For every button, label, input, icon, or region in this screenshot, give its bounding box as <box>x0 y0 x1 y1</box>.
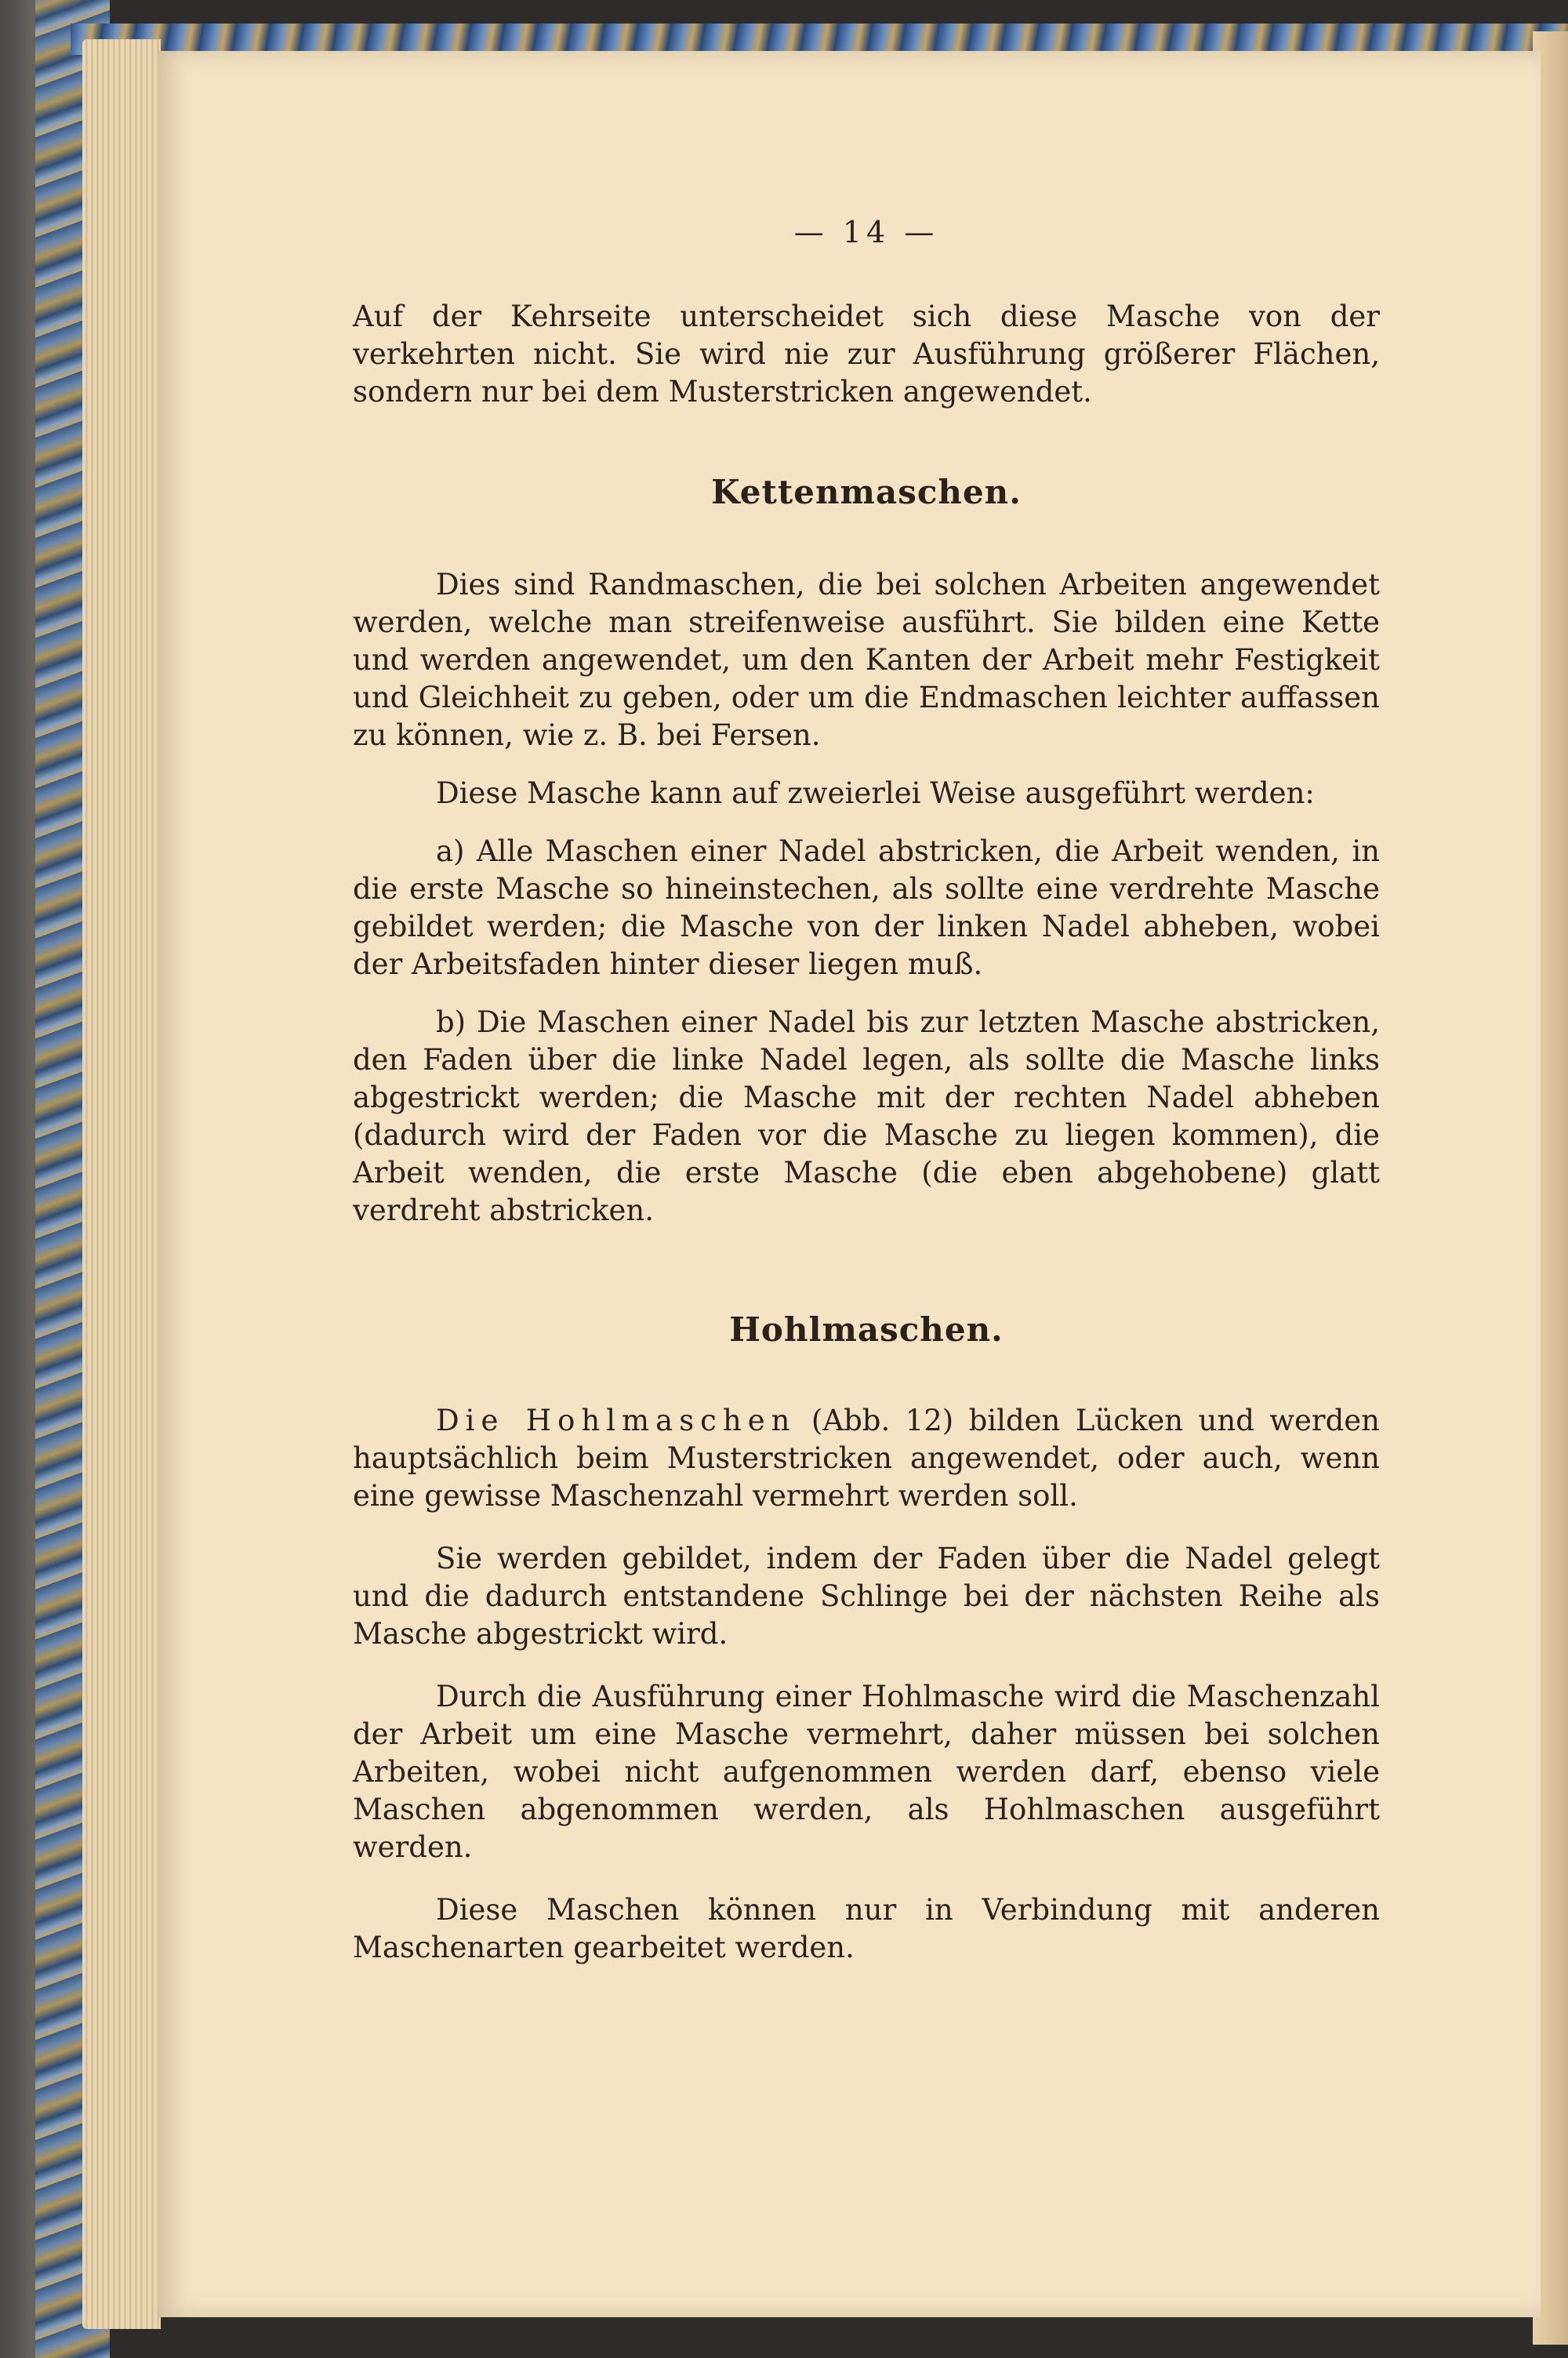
page-number: — 14 — <box>793 215 939 249</box>
paragraph-method-a: a) Alle Maschen einer Nadel abstricken, die Arbeit wenden, in die erste Masche so hineinstechen, als sollte eine verdrehte Masche gebildet werden; die Masche von der linken Nadel abheben, wobei der Arbeitsfaden hinter dieser liegen muß. <box>353 834 1380 981</box>
paragraph-verbindung: Diese Maschen können nur in Verbindung mit anderen Maschenarten gearbeitet werden. <box>353 1893 1380 1964</box>
paragraph-method-b: b) Die Maschen einer Nadel bis zur letzten Masche abstricken, den Faden über die linke Nadel legen, als sollte die Masche links abgestrickt werden; die Masche mit der rechten Nadel abheben (dadurch wird der Faden vor die Masche zu liegen kommen), die Arbeit wenden, die erste Masche (die eben abgehobene) glatt verdreht abstricken. <box>353 1005 1380 1227</box>
paragraph-ausfuehrung: Durch die Ausführung einer Hohlmasche wird die Maschenzahl der Arbeit um eine Masche vermehrt, daher müssen bei solchen Arbeiten, wobei nicht aufgenommen werden darf, ebenso viele Maschen abgenommen werden, als Hohlmaschen ausgeführt werden. <box>353 1680 1380 1864</box>
page-edges <box>82 39 161 2329</box>
heading-hohlmaschen: Hohlmaschen. <box>729 1310 1004 1349</box>
paragraph-hohlmaschen-rest: (Abb. 12) bilden Lücken und werden hauptsächlich beim Musterstricken angewendet, oder auch, wenn eine gewisse Maschenzahl vermehrt werden soll. <box>353 1404 1380 1513</box>
page-body <box>353 298 1380 1967</box>
heading-kettenmaschen: Kettenmaschen. <box>711 473 1022 511</box>
paragraph-gebildet: Sie werden gebildet, indem der Faden über die Nadel gelegt und die dadurch entstandene Schlinge bei der nächsten Reihe als Masche abgestrickt wird. <box>353 1542 1380 1651</box>
paragraph-randmaschen: Dies sind Randmaschen, die bei solchen Arbeiten angewendet werden, welche man streifenweise ausführt. Sie bilden eine Kette und werden angewendet, um den Kanten der Arbeit mehr Festigkeit und Gleichheit zu geben, oder um die Endmaschen leichter auffassen zu können, wie z. B. bei Fersen. <box>353 568 1380 752</box>
paragraph-intro: Auf der Kehrseite unterscheidet sich diese Masche von der verkehrten nicht. Sie wird nie zur Ausführung größerer Flächen, sondern nur bei dem Musterstricken angewendet. <box>353 300 1380 409</box>
book-top-edge <box>71 24 1568 55</box>
paragraph-zweierlei-weise: Diese Masche kann auf zweierlei Weise ausgeführt werden: <box>436 776 1315 810</box>
paragraph-hohlmaschen-definition <box>353 1402 1380 1515</box>
emphasis-hohlmaschen: Die Hohlmaschen <box>436 1404 797 1437</box>
